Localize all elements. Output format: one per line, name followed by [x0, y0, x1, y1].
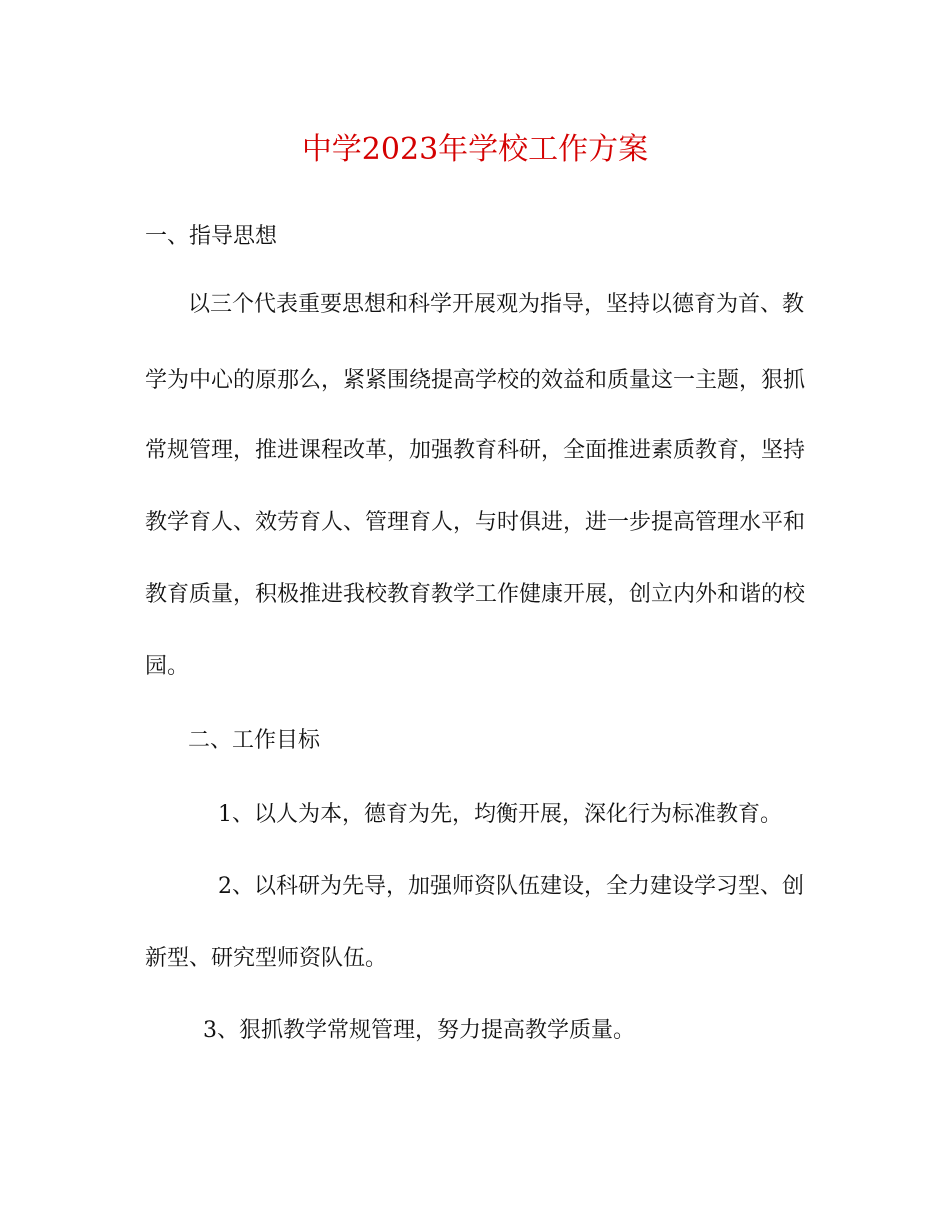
goal-item-3: 3、狠抓教学常规管理，努力提高教学质量。	[203, 1018, 635, 1043]
goal-item-2-line-1: 2、以科研为先导，加强师资队伍建设，全力建设学习型、创	[218, 874, 804, 899]
paragraph-line: 教学育人、效劳育人、管理育人，与时俱进，进一步提高管理水平和	[145, 510, 806, 535]
document-title: 中学2023年学校工作方案	[301, 132, 649, 167]
section-heading-work-goals: 二、工作目标	[188, 728, 321, 753]
paragraph-line: 教育质量，积极推进我校教育教学工作健康开展，创立内外和谐的校	[145, 582, 806, 607]
paragraph-line: 以三个代表重要思想和科学开展观为指导，坚持以德育为首、教	[188, 292, 805, 317]
paragraph-line: 园。	[145, 654, 190, 679]
goal-item-2-line-2: 新型、研究型师资队伍。	[145, 946, 388, 971]
paragraph-line: 学为中心的原那么，紧紧围绕提高学校的效益和质量这一主题，狠抓	[145, 368, 806, 393]
paragraph-line: 常规管理，推进课程改革，加强教育科研，全面推进素质教育，坚持	[145, 438, 806, 463]
section-heading-guiding-thought: 一、指导思想	[145, 224, 278, 249]
goal-item-1: 1、以人为本，德育为先，均衡开展，深化行为标准教育。	[218, 802, 782, 827]
